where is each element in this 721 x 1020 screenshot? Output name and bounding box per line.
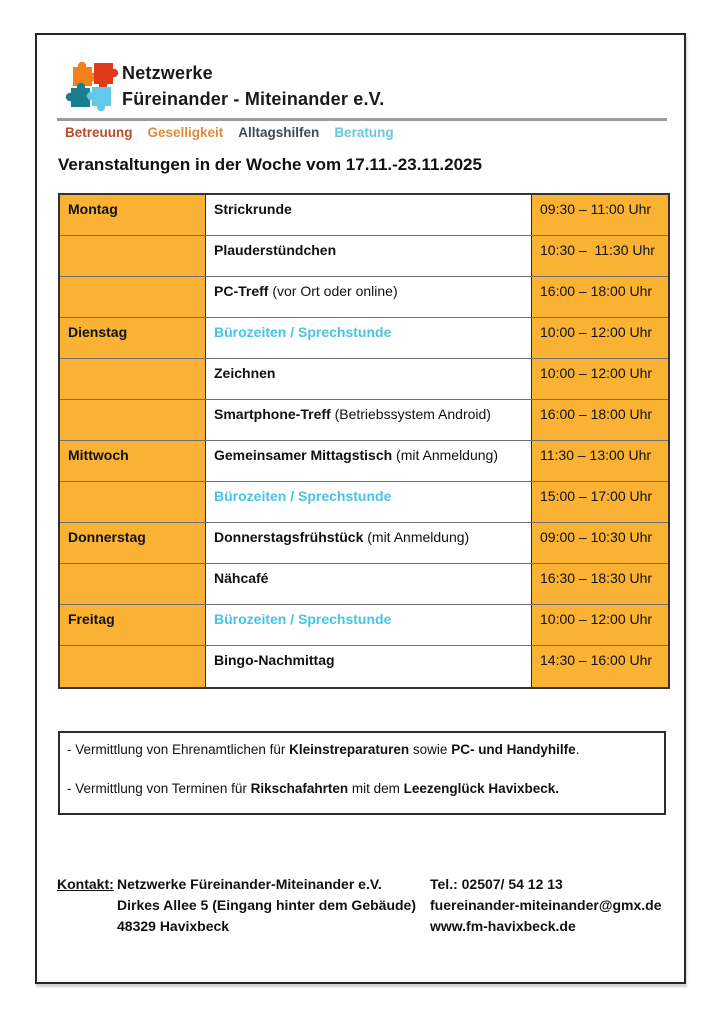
time-cell: 10:30 – 11:30 Uhr — [532, 236, 668, 276]
event-cell — [206, 236, 532, 276]
day-cell — [60, 564, 206, 604]
table-row — [60, 605, 668, 646]
table-row — [60, 277, 668, 318]
service-text: - Vermittlung von Ehrenamtlichen für — [67, 742, 290, 757]
table-row — [60, 441, 668, 482]
event-title: Zeichnen — [214, 365, 276, 381]
time-cell: 15:00 – 17:00 Uhr — [532, 482, 668, 522]
brand-line2: Füreinander - Miteinander e.V. — [122, 89, 385, 109]
schedule-table — [58, 193, 670, 689]
table-row — [60, 482, 668, 523]
event-cell — [206, 318, 532, 358]
contact-section — [57, 874, 669, 937]
time-cell: 09:00 – 10:30 Uhr — [532, 523, 668, 563]
time-cell: 10:00 – 12:00 Uhr — [532, 359, 668, 399]
service-text-bold: PC- und Handyhilfe — [451, 742, 576, 757]
event-title: Smartphone-Treff — [214, 406, 331, 422]
service-text: mit dem — [348, 781, 404, 796]
time-cell: 16:00 – 18:00 Uhr — [532, 277, 668, 317]
table-row — [60, 646, 668, 687]
contact-street: Dirkes Allee 5 (Eingang hinter dem Gebäude) — [117, 897, 416, 913]
day-cell — [60, 359, 206, 399]
event-title: PC-Treff — [214, 283, 269, 299]
contact-email: fuereinander-miteinander@gmx.de — [430, 897, 662, 913]
day-cell: Freitag — [60, 605, 206, 645]
contact-city: 48329 Havixbeck — [117, 918, 230, 934]
services-box — [58, 731, 666, 815]
time-cell: 10:00 – 12:00 Uhr — [532, 605, 668, 645]
event-title: Plauderstündchen — [214, 242, 337, 258]
time-cell: 09:30 – 11:00 Uhr — [532, 195, 668, 235]
event-title: Nähcafé — [214, 570, 269, 586]
event-cell — [206, 277, 532, 317]
event-cell — [206, 523, 532, 563]
event-note: (vor Ort oder online) — [268, 283, 398, 299]
brand-line1: Netzwerke — [122, 63, 213, 83]
time-cell: 14:30 – 16:00 Uhr — [532, 646, 668, 687]
puzzle-logo-icon — [65, 57, 121, 113]
contact-address — [117, 874, 430, 937]
header-divider — [57, 118, 667, 121]
event-title: Bürozeiten / Sprechstunde — [214, 324, 392, 340]
flyer-page — [35, 33, 686, 984]
time-cell: 11:30 – 13:00 Uhr — [532, 441, 668, 481]
day-cell: Dienstag — [60, 318, 206, 358]
contact-website: www.fm-havixbeck.de — [430, 918, 576, 934]
event-note: (Betriebssystem Android) — [330, 406, 491, 422]
day-cell: Mittwoch — [60, 441, 206, 481]
event-cell — [206, 195, 532, 235]
event-cell — [206, 646, 532, 687]
contact-label: Kontakt: — [57, 876, 114, 892]
service-text-bold: Rikschafahrten — [250, 781, 349, 796]
service-line-1 — [67, 742, 657, 757]
event-note: (mit Anmeldung) — [363, 529, 470, 545]
event-title: Donnerstagsfrühstück — [214, 529, 364, 545]
nav-item-betreuung: Betreuung — [65, 125, 133, 140]
event-title: Gemeinsamer Mittagstisch — [214, 447, 393, 463]
event-cell — [206, 441, 532, 481]
category-nav — [65, 125, 394, 140]
table-row — [60, 236, 668, 277]
event-title: Bingo-Nachmittag — [214, 652, 335, 668]
day-cell — [60, 400, 206, 440]
service-text: sowie — [409, 742, 452, 757]
day-cell: Montag — [60, 195, 206, 235]
nav-item-geselligkeit: Geselligkeit — [147, 125, 224, 140]
service-text: - Vermittlung von Terminen für — [67, 781, 251, 796]
table-row — [60, 523, 668, 564]
contact-phone: Tel.: 02507/ 54 12 13 — [430, 876, 563, 892]
service-text-bold: Leezenglück Havixbeck. — [403, 781, 559, 796]
event-cell — [206, 605, 532, 645]
service-text-bold: Kleinstreparaturen — [289, 742, 410, 757]
event-cell — [206, 359, 532, 399]
event-cell — [206, 564, 532, 604]
event-title: Bürozeiten / Sprechstunde — [214, 488, 392, 504]
day-cell — [60, 236, 206, 276]
day-cell — [60, 277, 206, 317]
service-text: . — [575, 742, 580, 757]
time-cell: 16:00 – 18:00 Uhr — [532, 400, 668, 440]
time-cell: 16:30 – 18:30 Uhr — [532, 564, 668, 604]
page-title: Veranstaltungen in der Woche vom 17.11.-23.11.2025 — [58, 155, 482, 174]
brand-name — [122, 60, 384, 112]
day-cell — [60, 482, 206, 522]
service-line-2 — [67, 781, 657, 796]
contact-details — [430, 874, 669, 937]
contact-org: Netzwerke Füreinander-Miteinander e.V. — [117, 876, 382, 892]
event-cell — [206, 482, 532, 522]
event-note: (mit Anmeldung) — [392, 447, 498, 463]
table-row — [60, 564, 668, 605]
table-row — [60, 318, 668, 359]
day-cell: Donnerstag — [60, 523, 206, 563]
table-row — [60, 400, 668, 441]
table-row — [60, 359, 668, 400]
event-title: Strickrunde — [214, 201, 292, 217]
event-title: Bürozeiten / Sprechstunde — [214, 611, 392, 627]
nav-item-beratung: Beratung — [334, 125, 394, 140]
time-cell: 10:00 – 12:00 Uhr — [532, 318, 668, 358]
event-cell — [206, 400, 532, 440]
table-row — [60, 195, 668, 236]
nav-item-alltagshilfen: Alltagshilfen — [238, 125, 320, 140]
day-cell — [60, 646, 206, 687]
